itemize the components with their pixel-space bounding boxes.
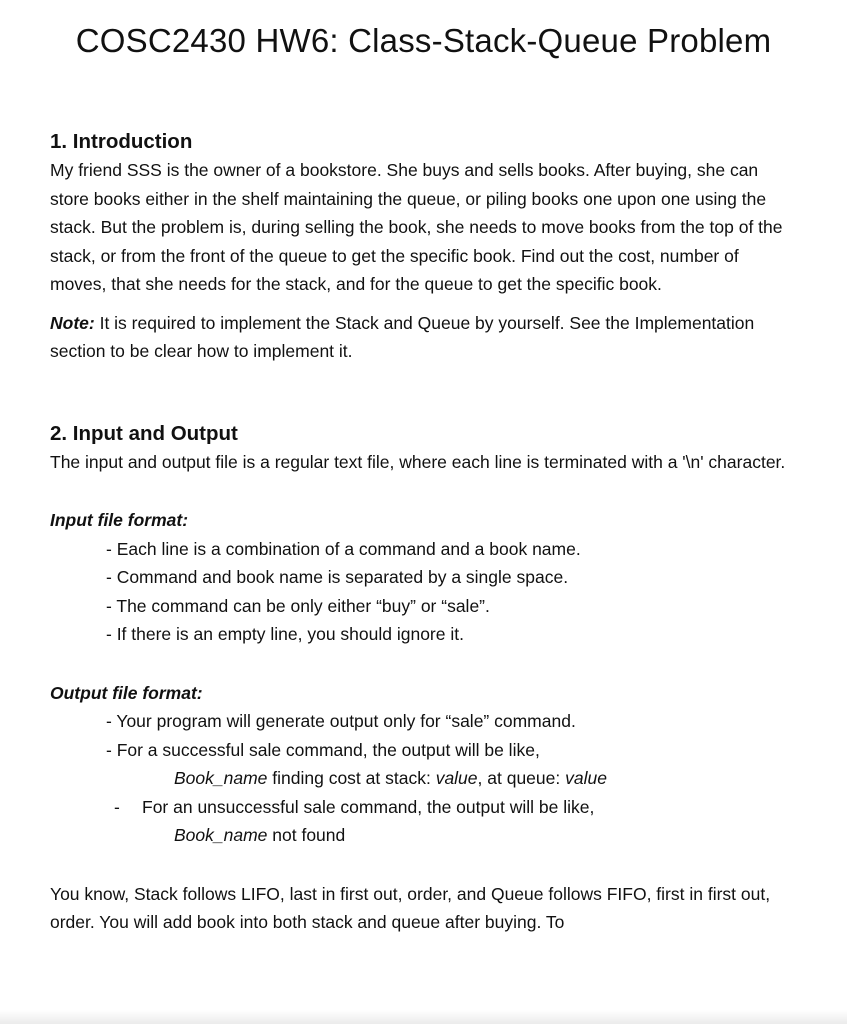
unsuccessful-sale-text: For an unsuccessful sale command, the output will be like,: [142, 796, 595, 817]
stack-value-placeholder: value: [435, 768, 478, 788]
input-format-label: Input file format:: [50, 510, 189, 530]
unsuccessful-sale-item: [50, 793, 790, 822]
list-item: - Each line is a combination of a command and a book name.: [106, 538, 581, 559]
list-item: - Your program will generate output only for “sale” command.: [106, 711, 576, 731]
queue-value-placeholder: value: [565, 768, 607, 788]
document-title: COSC2430 HW6: Class-Stack-Queue Problem: [75, 22, 772, 59]
example-text: finding cost at stack:: [267, 768, 436, 788]
book-name-placeholder: Book_name: [174, 825, 268, 845]
dash-bullet: -: [114, 796, 120, 817]
input-output-heading: 2. Input and Output: [50, 421, 238, 445]
success-output-example: [50, 764, 790, 793]
list-item: - For a successful sale command, the output will be like,: [106, 739, 540, 760]
example-text: , at queue:: [477, 768, 566, 788]
closing-paragraph: You know, Stack follows LIFO, last in first out, order, and Queue follows FIFO, first in first out, order. You will add book into both stack and queue after buying. To: [50, 883, 771, 932]
note-label: Note:: [50, 312, 95, 333]
introduction-paragraph: My friend SSS is the owner of a bookstore. She buys and sells books. After buying, she can store books either in the shelf maintaining the queue, or piling books one upon one using the stack. But the problem is, during selling the book, she needs to move books from the top of the stack, or from the front of the queue to get the specific book. Find out the cost, number of moves, that she needs for the stack, and for the queue to get the specific book.: [50, 160, 783, 294]
list-item: - The command can be only either “buy” or “sale”.: [106, 595, 490, 616]
introduction-section: [50, 128, 790, 366]
note-paragraph: [50, 309, 790, 366]
example-text: not found: [267, 825, 346, 845]
input-output-paragraph: The input and output file is a regular text file, where each line is terminated with a '\n' character.: [50, 451, 786, 472]
list-item: - If there is an empty line, you should ignore it.: [106, 624, 464, 644]
book-name-placeholder: Book_name: [174, 768, 268, 788]
input-format-list: [50, 535, 790, 649]
page-bottom-fade: [0, 1010, 847, 1024]
input-output-section: [50, 420, 790, 937]
note-text: It is required to implement the Stack and Queue by yourself. See the Implementation section to be clear how to implement it.: [50, 312, 755, 361]
output-format-label: Output file format:: [50, 682, 203, 703]
fail-output-example: [50, 821, 790, 850]
introduction-heading: 1. Introduction: [50, 130, 193, 153]
document-content: [50, 128, 790, 937]
output-format-list: [50, 707, 790, 764]
list-item: - Command and book name is separated by a single space.: [106, 567, 569, 587]
